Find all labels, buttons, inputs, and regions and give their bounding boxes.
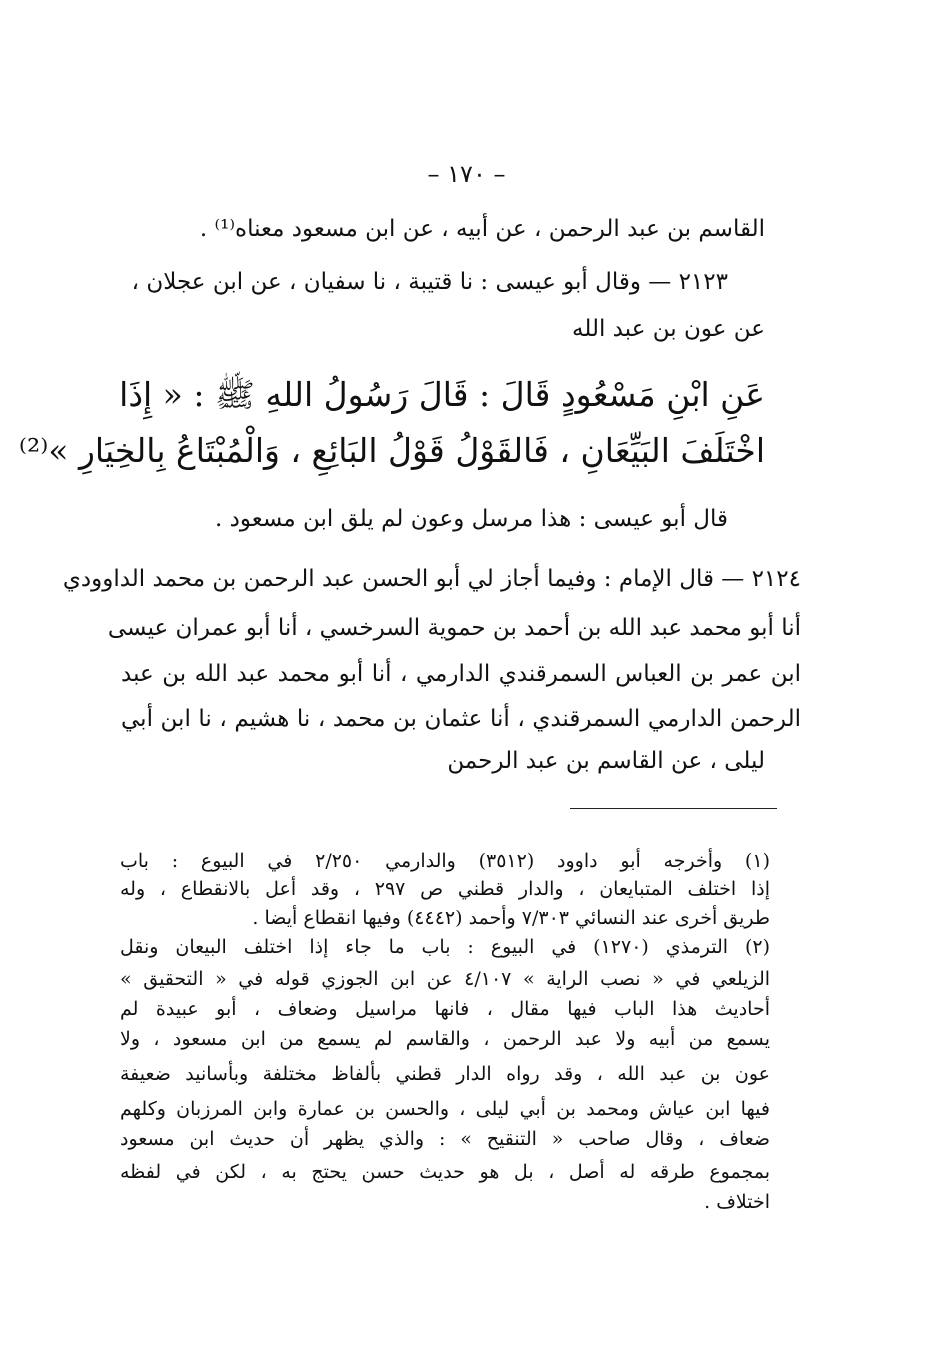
body-line-6: أنا أبو محمد عبد الله بن أحمد بن حموية السرخسي ، أنا أبو عمران عيسى [107, 615, 801, 641]
footnote-separator [570, 808, 777, 809]
body-line-7: ابن عمر بن العباس السمرقندي الدارمي ، أنا أبو محمد عبد الله بن عبد [121, 661, 801, 687]
hadith-line-1: عَنِ ابْنِ مَسْعُودٍ قَالَ : قَالَ رَسُولُ اللهِ ﷺ : « إِذَا [119, 375, 765, 414]
footnote-line-12: اختلاف . [704, 1191, 770, 1213]
footnote-line-6: أحاديث هذا الباب فيها مقال ، فانها مراسيل وضعاف ، أبو عبيدة لم [120, 998, 770, 1020]
body-line-9: ليلى ، عن القاسم بن عبد الرحمن [447, 748, 765, 774]
body-line-5: ٢١٢٤ — قال الإمام : وفيما أجاز لي أبو الحسن عبد الرحمن بن محمد الداوودي [62, 566, 801, 592]
footnote-line-7: يسمع من أبيه ولا عبد الرحمن ، والقاسم لم يسمع من ابن مسعود ، ولا [120, 1028, 770, 1050]
footnote-line-9: فيها ابن عياش ومحمد بن أبي ليلى ، والحسن بن عمارة وابن المرزبان وكلهم [120, 1098, 770, 1120]
footnote-line-2: إذا اختلف المتبايعان ، والدار قطني ص ٢٩٧ ، وقد أعل بالانقطاع ، وله [120, 878, 770, 900]
body-line-8: الرحمن الدارمي السمرقندي ، أنا عثمان بن محمد ، نا هشيم ، نا ابن أبي [121, 706, 801, 732]
body-line-3: عن عون بن عبد الله [572, 316, 765, 342]
footnote-line-8: عون بن عبد الله ، وقد رواه الدار قطني بألفاظ مختلفة وبأسانيد ضعيفة [120, 1063, 770, 1085]
page-number: – ١٧٠ – [427, 160, 506, 188]
body-line-4: قال أبو عيسى : هذا مرسل وعون لم يلق ابن مسعود . [215, 506, 728, 532]
footnote-line-10: ضعاف ، وقال صاحب « التنقيح » : والذي يظهر أن حديث ابن مسعود [120, 1128, 770, 1150]
footnote-line-3: طريق أخرى عند النسائي ٧/٣٠٣ وأحمد (٤٤٤٢) وفيها انقطاع أيضا . [252, 907, 770, 929]
footnote-line-4: (٢) الترمذي (١٢٧٠) في البيوع : باب ما جاء إذا اختلف البيعان ونقل [120, 936, 770, 958]
footnote-line-5: الزيلعي في « نصب الراية » ٤/١٠٧ عن ابن الجوزي قوله في « التحقيق » [120, 968, 771, 990]
footnote-line-1: (١) وأخرجه أبو داوود (٣٥١٢) والدارمي ٢/٢٥٠ في البيوع : باب [120, 850, 770, 872]
body-line-1: القاسم بن عبد الرحمن ، عن أبيه ، عن ابن مسعود معناه⁽¹⁾ . [199, 216, 765, 242]
body-line-2: ٢١٢٣ — وقال أبو عيسى : نا قتيبة ، نا سفيان ، عن ابن عجلان ، [131, 269, 728, 295]
footnote-line-11: بمجموع طرقه له أصل ، بل هو حديث حسن يحتج به ، لكن في لفظه [120, 1161, 770, 1183]
hadith-line-2: اخْتَلَفَ البَيِّعَانِ ، فَالقَوْلُ قَوْلُ البَائِعِ ، وَالْمُبْتَاعُ بِالخِيَارِ »⁽²⁾ [18, 431, 765, 470]
